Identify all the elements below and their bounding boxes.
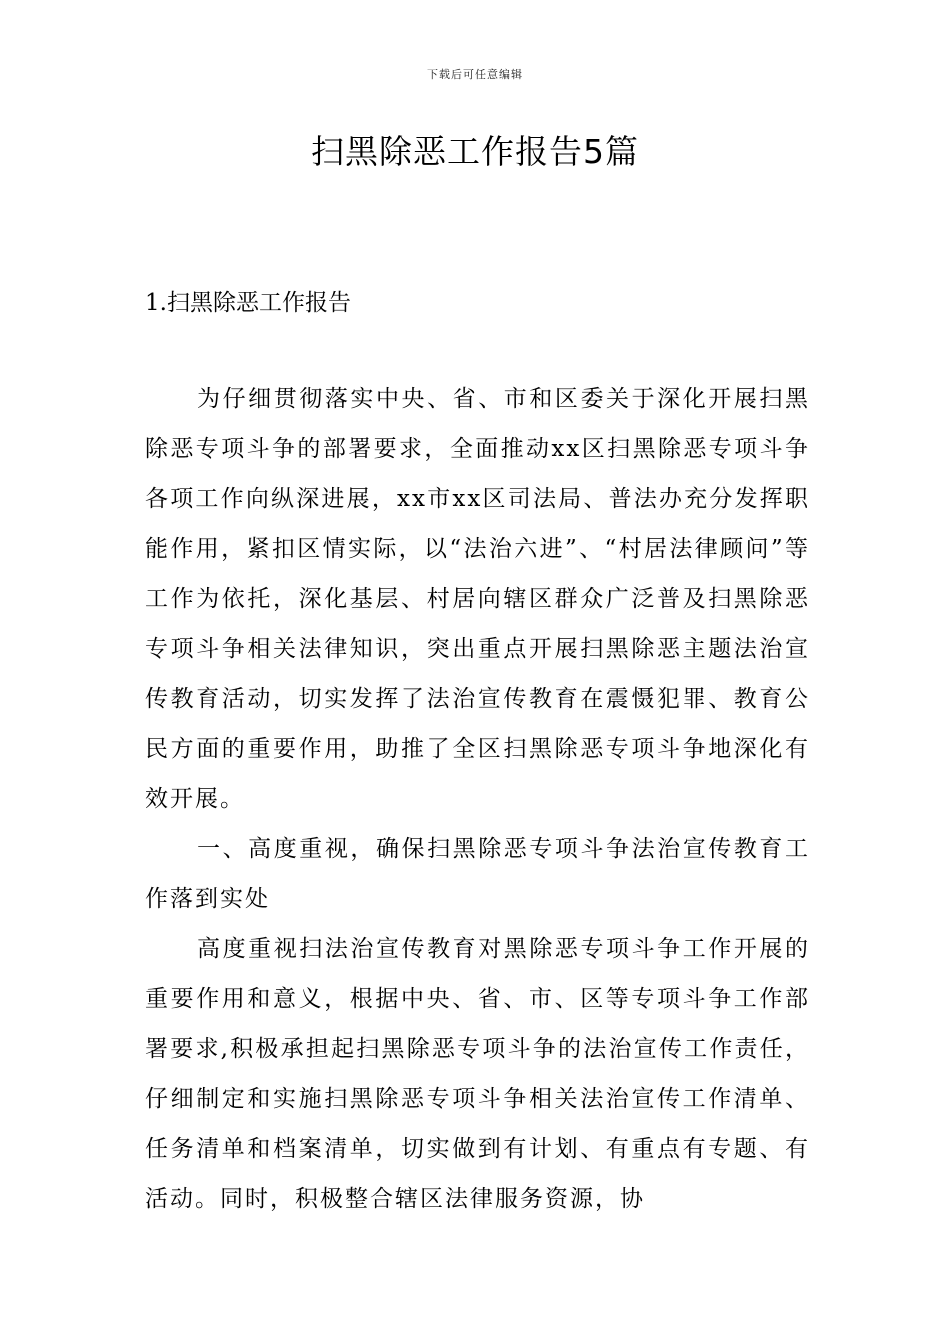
body-paragraph: 为仔细贯彻落实中央、省、市和区委关于深化开展扫黑除恶专项斗争的部署要求，全面推动xx区扫黑除恶专项斗争各项工作向纵深进展，xx市xx区司法局、普法办充分发挥职能作用，紧扣区情实际，以“法治六进”、“村居法律顾问”等工作为依托，深化基层、村居向辖区群众广泛普及扫黑除恶专项斗争相关法律知识，突出重点开展扫黑除恶主题法治宣传教育活动，切实发挥了法治宣传教育在震慑犯罪、教育公民方面的重要作用，助推了全区扫黑除恶专项斗争地深化有效开展。 bbox=[145, 386, 810, 812]
header-note: 下载后可任意编辑 bbox=[427, 68, 523, 81]
document-title: 扫黑除恶工作报告5篇 bbox=[311, 132, 639, 171]
body-paragraph: 高度重视扫法治宣传教育对黑除恶专项斗争工作开展的重要作用和意义，根据中央、省、市、区等专项斗争工作部署要求,积极承担起扫黑除恶专项斗争的法治宣传工作责任，仔细制定和实施扫黑除恶专项斗争相关法治宣传工作清单、任务清单和档案清单，切实做到有计划、有重点有专题、有活动。同时，积极整合辖区法律服务资源，协 bbox=[145, 936, 810, 1212]
document-body bbox=[145, 374, 810, 1224]
subsection-heading: 一、高度重视，确保扫黑除恶专项斗争法治宣传教育工作落到实处 bbox=[145, 836, 810, 912]
section-heading: 1.扫黑除恶工作报告 bbox=[145, 290, 351, 316]
